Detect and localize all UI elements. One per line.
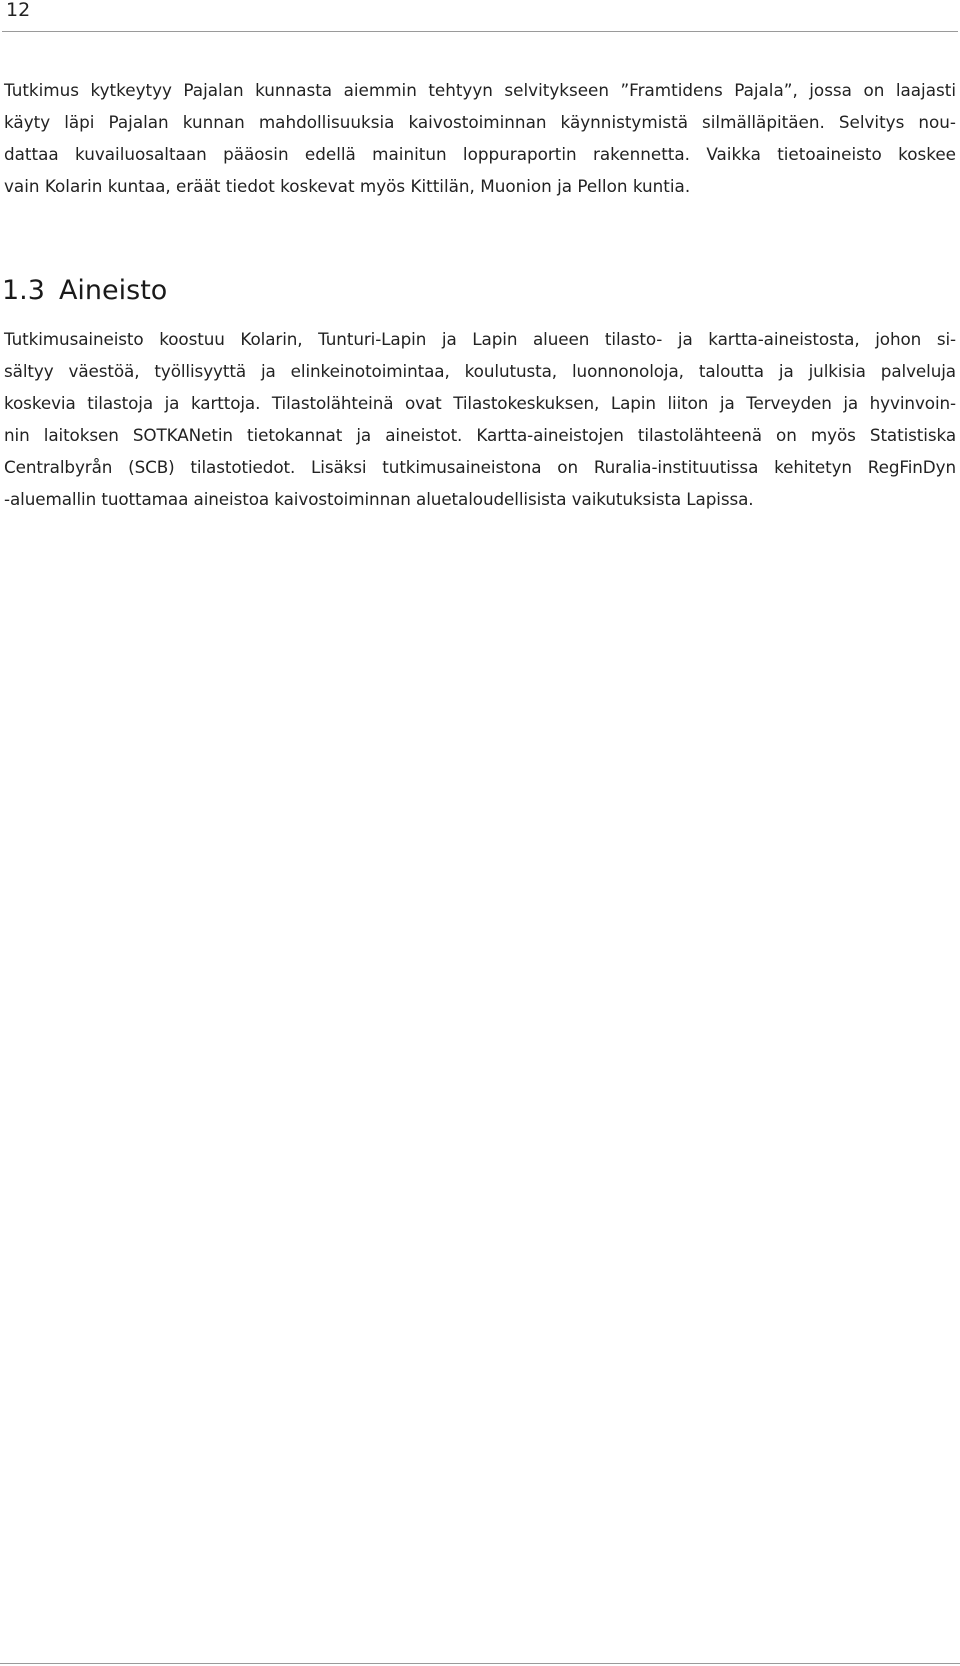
page-number: 12	[6, 0, 31, 21]
section-title: Aineisto	[58, 275, 168, 306]
body-paragraph	[4, 323, 956, 515]
section-heading	[2, 274, 167, 308]
intro-line-1: Tutkimus kytkeytyy Pajalan kunnasta aiemmin tehtyyn selvitykseen ”Framtidens Pajala”, jossa on laajasti	[4, 80, 956, 100]
header-divider	[2, 31, 958, 32]
intro-line-4: vain Kolarin kuntaa, eräät tiedot koskevat myös Kittilän, Muonion ja Pellon kuntia.	[4, 176, 691, 196]
body-line-2: sältyy väestöä, työllisyyttä ja elinkeinotoimintaa, koulutusta, luonnonoloja, taloutta ja julkisia palveluja	[4, 361, 956, 381]
body-line-4: nin laitoksen SOTKANetin tietokannat ja aineistot. Kartta-aineistojen tilastolähteenä on myös Statistiska	[4, 425, 956, 445]
footer-divider	[0, 1663, 960, 1664]
body-line-3: koskevia tilastoja ja karttoja. Tilastolähteinä ovat Tilastokeskuksen, Lapin liiton ja Terveyden ja hyvinvoin-	[4, 393, 956, 413]
section-number: 1.3	[2, 275, 45, 306]
body-line-1: Tutkimusaineisto koostuu Kolarin, Tunturi-Lapin ja Lapin alueen tilasto- ja kartta-aineistosta, johon si-	[4, 329, 956, 349]
body-line-6: -aluemallin tuottamaa aineistoa kaivostoiminnan aluetaloudellisista vaikutuksista Lapissa.	[4, 489, 754, 509]
intro-line-3: dattaa kuvailuosaltaan pääosin edellä mainitun loppuraportin rakennetta. Vaikka tietoaineisto koskee	[4, 144, 956, 164]
intro-line-2: käyty läpi Pajalan kunnan mahdollisuuksia kaivostoiminnan käynnistymistä silmälläpitäen. Selvitys nou-	[4, 112, 956, 132]
intro-paragraph	[4, 74, 956, 202]
body-line-5: Centralbyrån (SCB) tilastotiedot. Lisäksi tutkimusaineistona on Ruralia-instituutissa kehitetyn RegFinDyn	[4, 457, 956, 477]
